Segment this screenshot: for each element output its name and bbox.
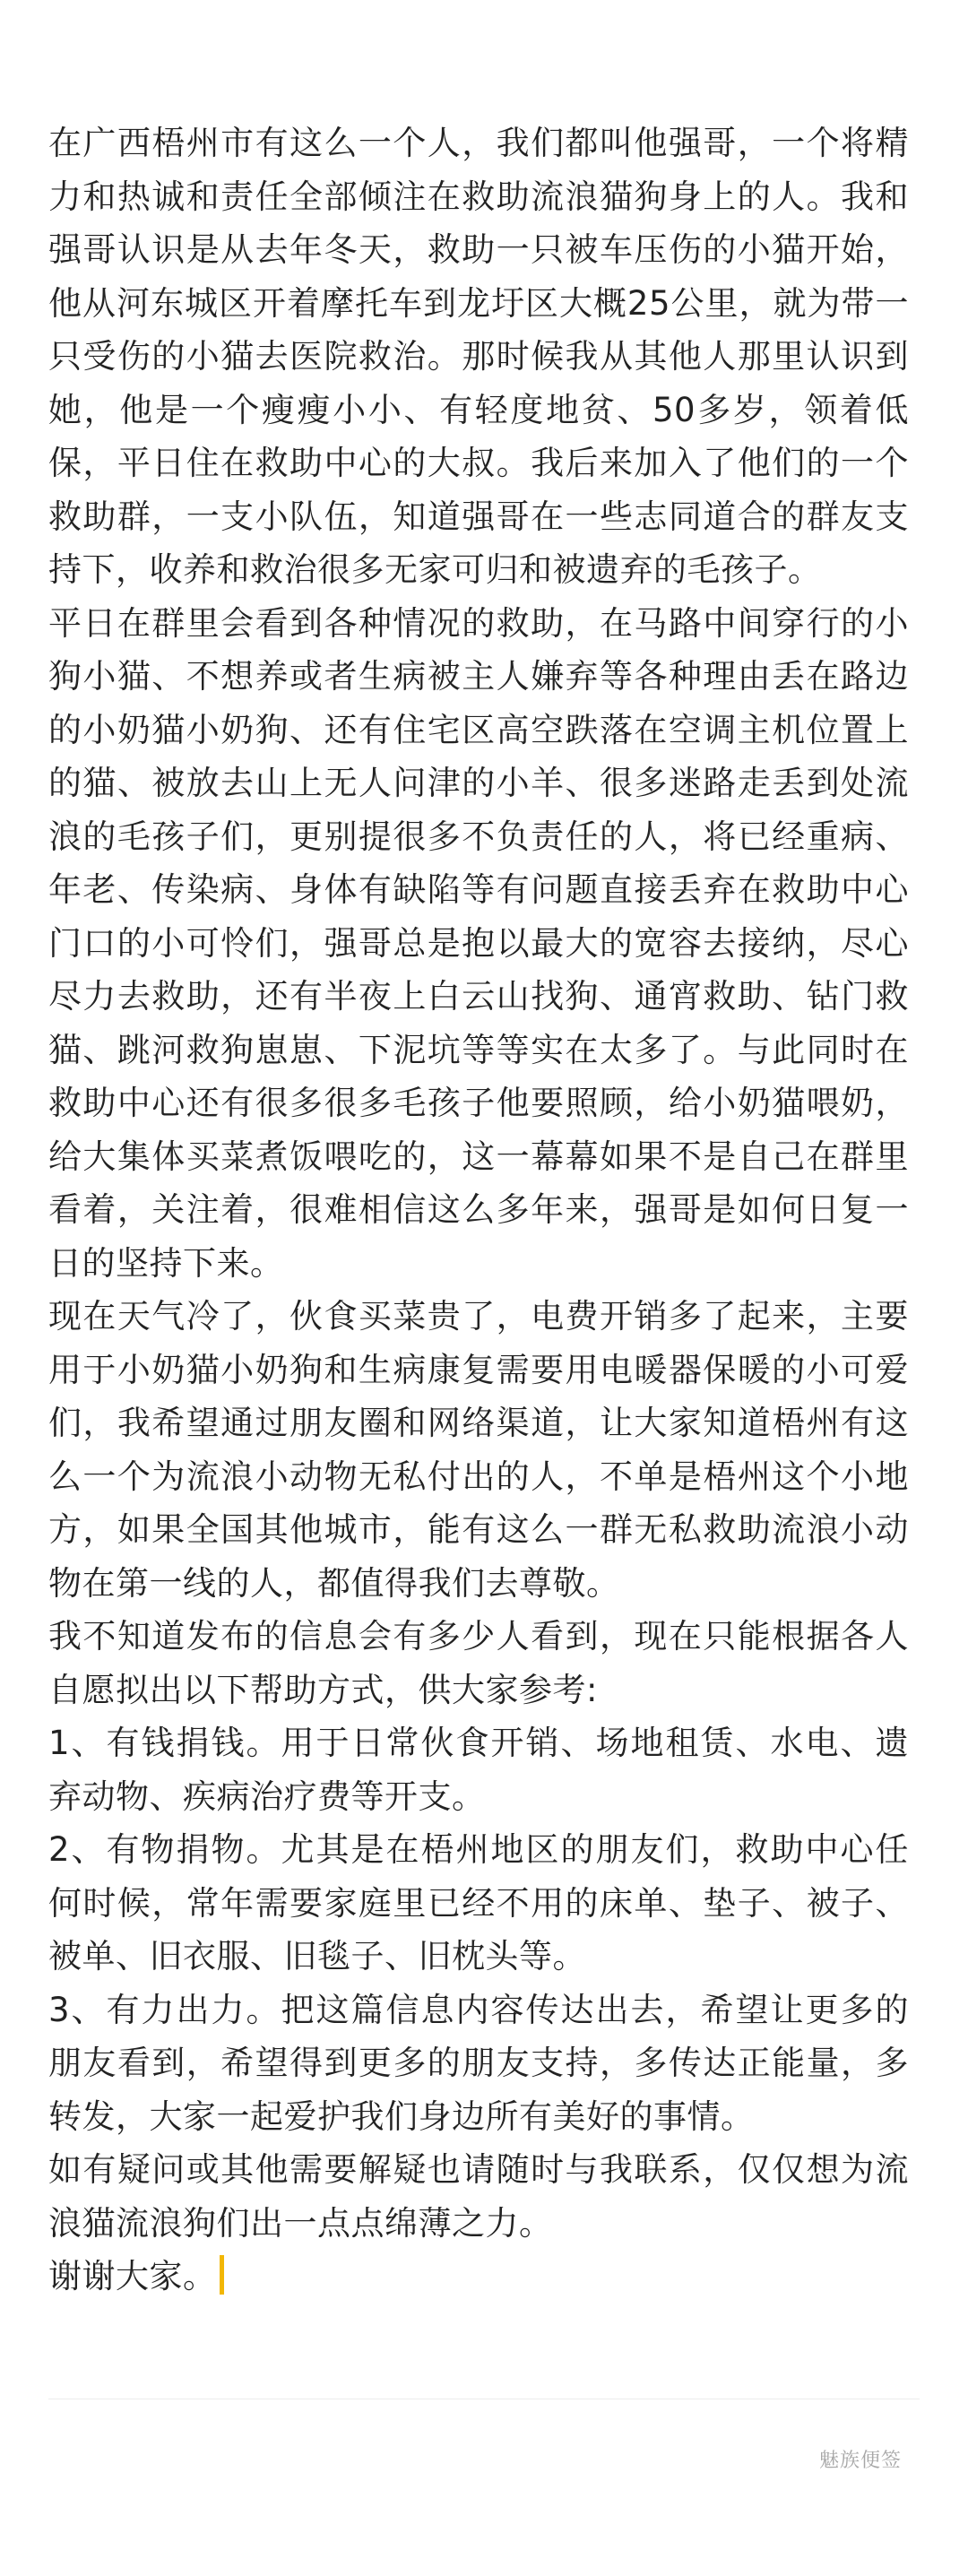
note-paragraph-7: 3、有力出力。把这篇信息内容传达出去，希望让更多的朋友看到，希望得到更多的朋友支持，多传达正能量，多转发，大家一起爱护我们身边所有美好的事情。 [48, 1990, 909, 2136]
note-paragraph-4: 我不知道发布的信息会有多少人看到，现在只能根据各人自愿拟出以下帮助方式，供大家参考: [48, 1617, 909, 1709]
note-paragraph-5: 1、有钱捐钱。用于日常伙食开销、场地租赁、水电、遗弃动物、疾病治疗费等开支。 [48, 1724, 909, 1816]
text-cursor [220, 2255, 224, 2295]
note-paragraph-8: 如有疑问或其他需要解疑也请随时与我联系，仅仅想为流浪猫流浪狗们出一点点绵薄之力。 [48, 2150, 909, 2243]
note-paragraph-9 [48, 2250, 909, 2304]
note-paragraph-3: 现在天气冷了，伙食买菜贵了，电费开销多了起来，主要用于小奶猫小奶狗和生病康复需要用电暖器保暖的小可爱们，我希望通过朋友圈和网络渠道，让大家知道梧州有这么一个为流浪小动物无私付出的人，不单是梧州这个小地方，如果全国其他城市，能有这么一群无私救助流浪小动物在第一线的人，都值得我们去尊敬。 [48, 1297, 909, 1603]
note-paragraph-1: 在广西梧州市有这么一个人，我们都叫他强哥，一个将精力和热诚和责任全部倾注在救助流浪猫狗身上的人。我和强哥认识是从去年冬天，救助一只被车压伤的小猫开始，他从河东城区开着摩托车到龙圩区大概25公里，就为带一只受伤的小猫去医院救治。那时候我从其他人那里认识到她，他是一个瘦瘦小小、有轻度地贫、50多岁，领着低保，平日住在救助中心的大叔。我后来加入了他们的一个救助群，一支小队伍，知道强哥在一些志同道合的群友支持下，收养和救治很多无家可归和被遗弃的毛孩子。 [48, 124, 909, 589]
note-body[interactable] [48, 117, 909, 2304]
note-paragraph-2: 平日在群里会看到各种情况的救助，在马路中间穿行的小狗小猫、不想养或者生病被主人嫌弃等各种理由丢在路边的小奶猫小奶狗、还有住宅区高空跌落在空调主机位置上的猫、被放去山上无人问津的小羊、很多迷路走丢到处流浪的毛孩子们，更别提很多不负责任的人，将已经重病、年老、传染病、身体有缺陷等有问题直接丢弃在救助中心门口的小可怜们，强哥总是抱以最大的宽容去接纳，尽心尽力去救助，还有半夜上白云山找狗、通宵救助、钻门救猫、跳河救狗崽崽、下泥坑等等实在太多了。与此同时在救助中心还有很多很多毛孩子他要照顾，给小奶猫喂奶，给大集体买菜煮饭喂吃的，这一幕幕如果不是自己在群里看着，关注着，很难相信这么多年来，强哥是如何日复一日的坚持下来。 [48, 603, 909, 1283]
app-name-label: 魅族便签 [818, 2450, 902, 2472]
note-paragraph-9-text: 谢谢大家。 [48, 2257, 217, 2295]
note-paragraph-6: 2、有物捐物。尤其是在梧州地区的朋友们，救助中心任何时候，常年需要家庭里已经不用的床单、垫子、被子、被单、旧衣服、旧毯子、旧枕头等。 [48, 1830, 909, 1975]
